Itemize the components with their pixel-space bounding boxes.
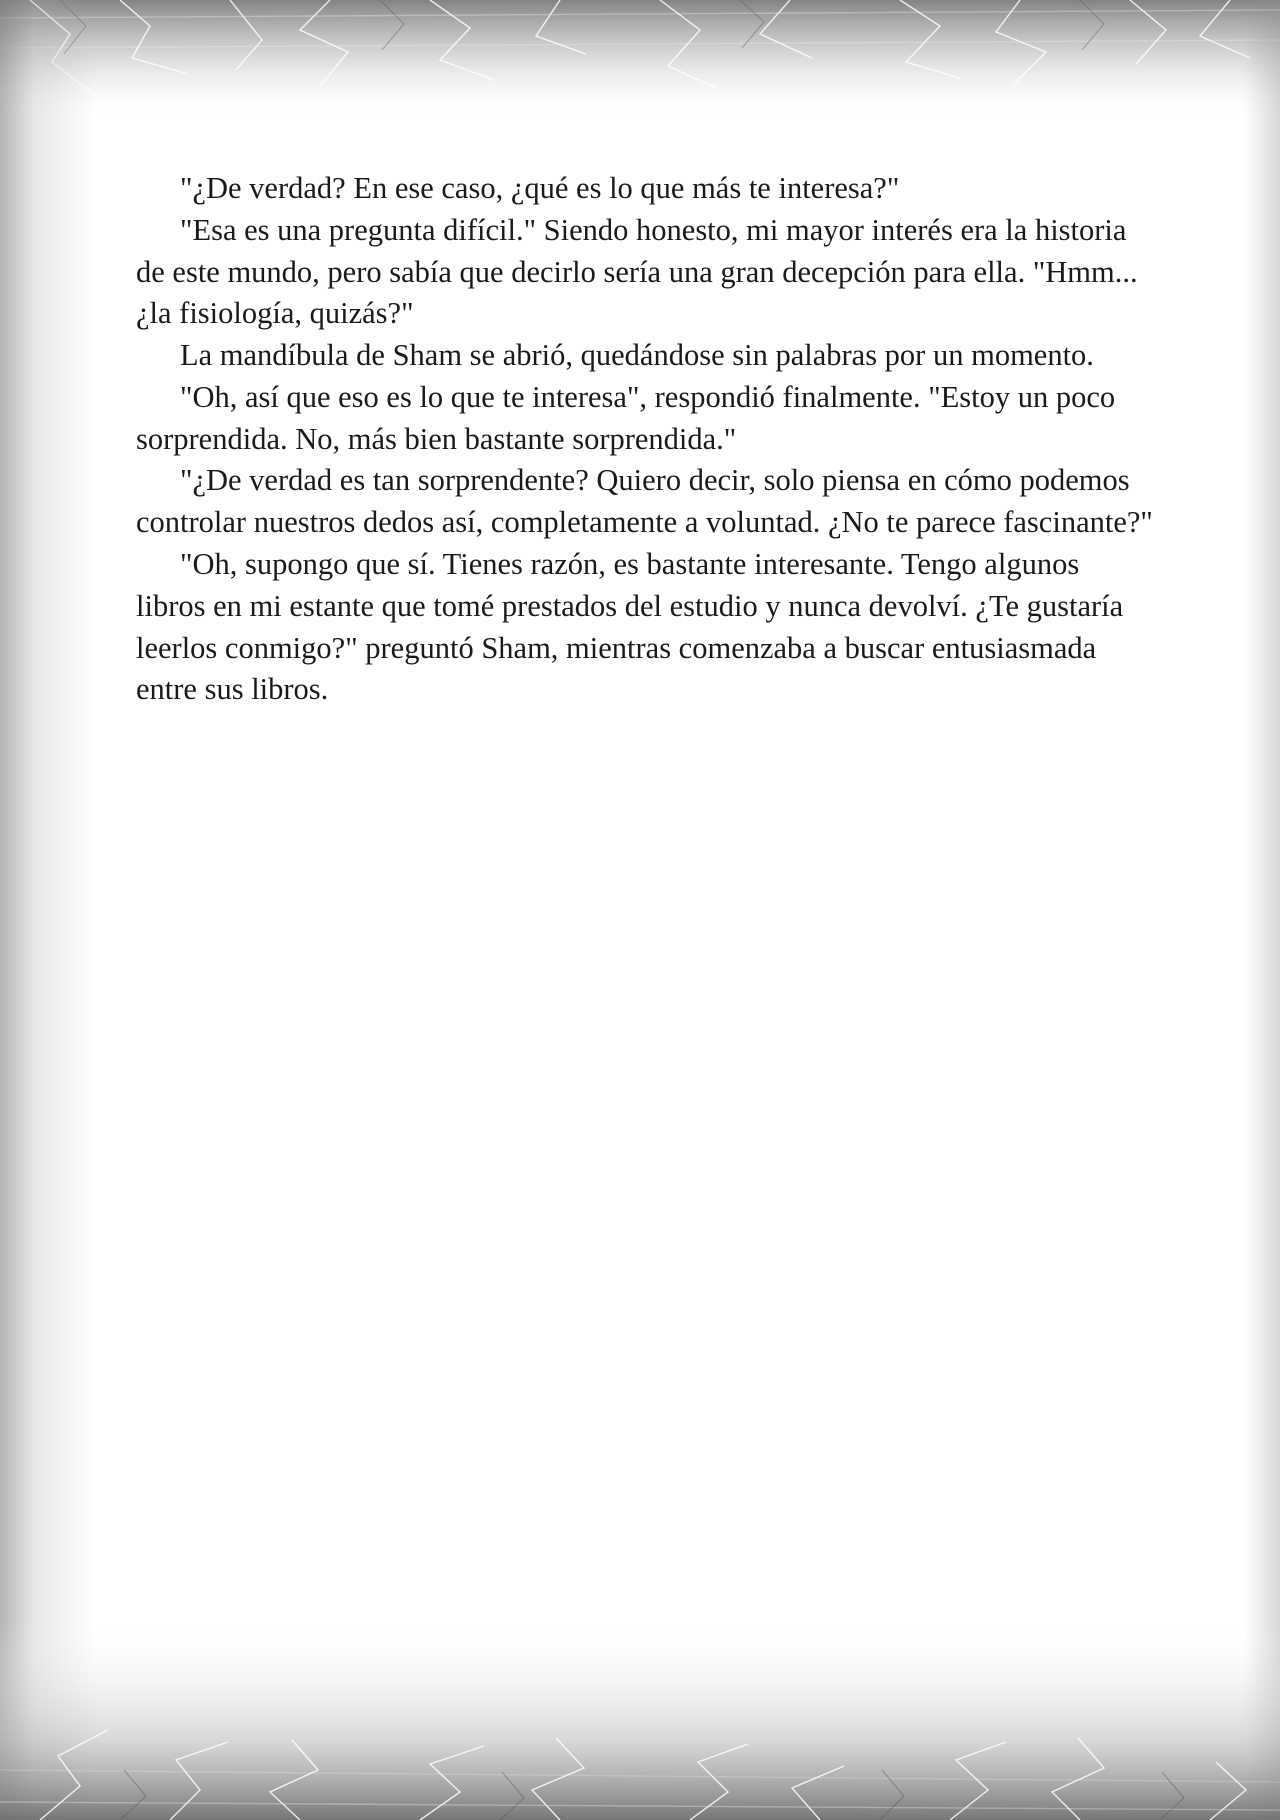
paragraph: "Oh, supongo que sí. Tienes razón, es bastante interesante. Tengo algunos libros en mi estante que tomé prestados del estudio y nunca devolví. ¿Te gustaría leerlos conmigo?" preguntó Sham, mientras comenzaba a buscar entusiasmada entre sus libros.: [136, 547, 1124, 707]
paragraph: La mandíbula de Sham se abrió, quedándose sin palabras por un momento.: [180, 338, 1094, 373]
left-edge-decoration: [0, 0, 96, 1820]
right-edge-decoration: [1244, 0, 1280, 1820]
paragraph: "Esa es una pregunta difícil." Siendo honesto, mi mayor interés era la historia de este mundo, pero sabía que decirlo sería una gran decepción para ella. "Hmm... ¿la fisiología, quizás?": [136, 212, 1138, 331]
top-edge-decoration: [0, 0, 1280, 120]
bottom-edge-decoration: [0, 1620, 1280, 1820]
paragraph: "Oh, así que eso es lo que te interesa", respondió finalmente. "Estoy un poco sorprendida. No, más bien bastante sorprendida.": [136, 379, 1116, 456]
body-text: [136, 168, 1156, 711]
paragraph: "¿De verdad? En ese caso, ¿qué es lo que más te interesa?": [180, 171, 900, 205]
paragraph: "¿De verdad es tan sorprendente? Quiero decir, solo piensa en cómo podemos controlar nuestros dedos así, completamente a voluntad. ¿No te parece fascinante?": [136, 463, 1153, 540]
